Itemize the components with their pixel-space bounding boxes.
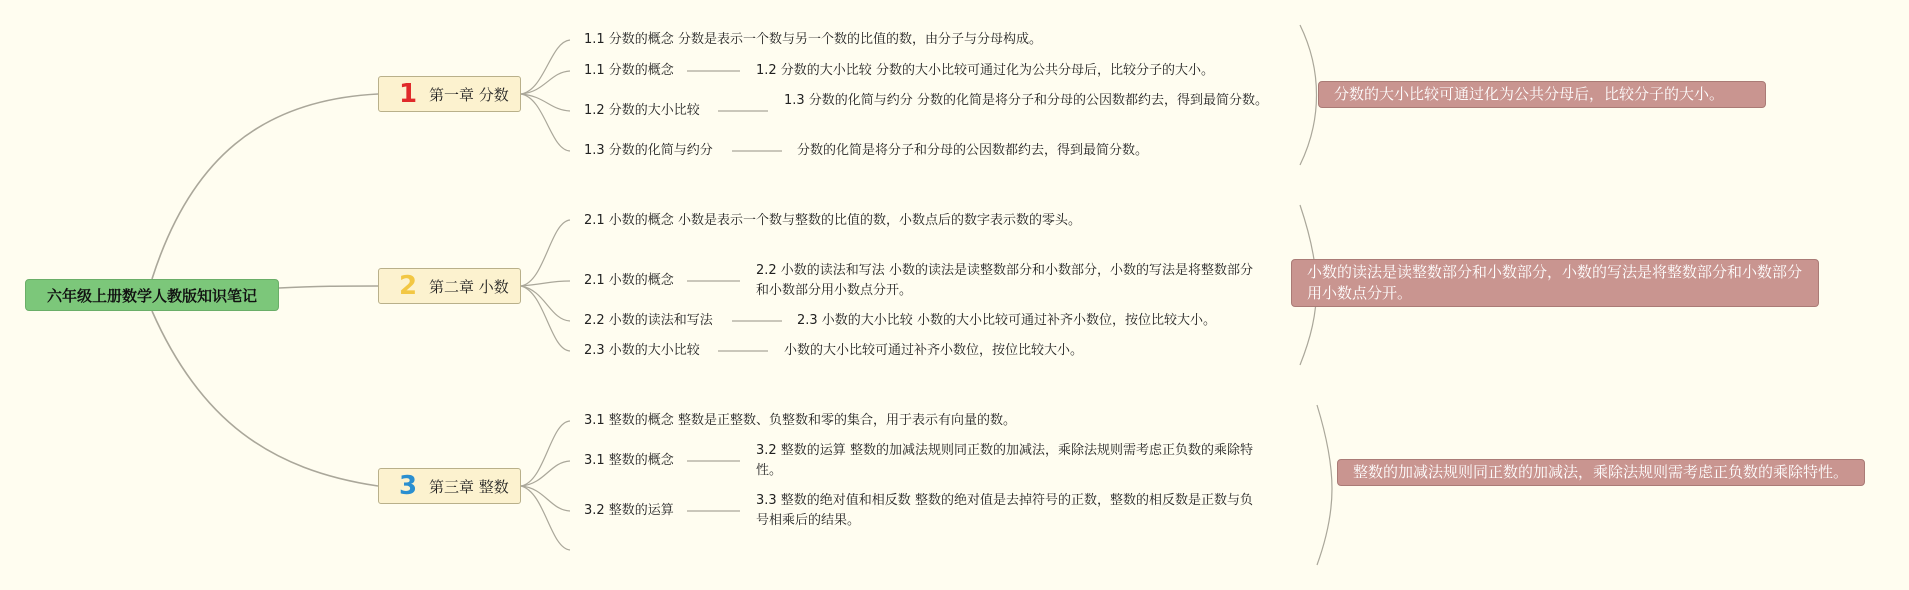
topic-node[interactable]: 2.3 小数的大小比较 <box>584 343 700 358</box>
chapter-1-node[interactable] <box>378 76 521 112</box>
topic-node[interactable]: 1.1 分数的概念 <box>584 63 674 78</box>
root-node[interactable]: 六年级上册数学人教版知识笔记 <box>25 279 279 311</box>
detail-node[interactable]: 3.2 整数的运算 整数的加减法规则同正数的加减法，乘除法规则需考虑正负数的乘除特性。 <box>756 443 1253 478</box>
detail-node[interactable]: 3.3 整数的绝对值和相反数 整数的绝对值是去掉符号的正数，整数的相反数是正数与负号相乘后的结果。 <box>756 493 1253 528</box>
connector-root-ch2 <box>279 286 378 288</box>
topic-node[interactable]: 3.2 整数的运算 <box>584 503 674 518</box>
chapter-3-node[interactable] <box>378 468 521 504</box>
connector-root-ch3 <box>152 311 378 486</box>
chapter-title: 第一章 分数 <box>429 85 509 104</box>
topic-node[interactable]: 1.1 分数的概念 分数是表示一个数与另一个数的比值的数，由分子与分母构成。 <box>584 32 1042 47</box>
detail-node[interactable]: 1.2 分数的大小比较 分数的大小比较可通过化为公共分母后，比较分子的大小。 <box>756 63 1214 78</box>
detail-node[interactable]: 2.2 小数的读法和写法 小数的读法是读整数部分和小数部分，小数的写法是将整数部分和小数部分用小数点分开。 <box>756 263 1253 298</box>
chapter-title: 第二章 小数 <box>429 277 509 296</box>
topic-node[interactable]: 2.1 小数的概念 <box>584 273 674 288</box>
summary-node[interactable]: 整数的加减法规则同正数的加减法，乘除法规则需考虑正负数的乘除特性。 <box>1337 459 1865 486</box>
detail-node[interactable]: 2.3 小数的大小比较 小数的大小比较可通过补齐小数位，按位比较大小。 <box>797 313 1216 328</box>
summary-node[interactable]: 小数的读法是读整数部分和小数部分，小数的写法是将整数部分和小数部分用小数点分开。 <box>1291 259 1819 307</box>
number-1-icon: 1 <box>398 79 418 109</box>
topic-node[interactable]: 3.1 整数的概念 <box>584 453 674 468</box>
detail-node[interactable]: 1.3 分数的化简与约分 分数的化简是将分子和分母的公因数都约去，得到最简分数。 <box>784 93 1268 108</box>
topic-node[interactable]: 1.2 分数的大小比较 <box>584 103 700 118</box>
number-2-icon: 2 <box>398 271 418 301</box>
number-3-icon: 3 <box>398 471 418 501</box>
summary-node[interactable]: 分数的大小比较可通过化为公共分母后，比较分子的大小。 <box>1318 81 1766 108</box>
connector-root-ch1 <box>152 94 378 279</box>
topic-node[interactable]: 3.1 整数的概念 整数是正整数、负整数和零的集合，用于表示有向量的数。 <box>584 413 1016 428</box>
chapter-2-node[interactable] <box>378 268 521 304</box>
detail-node[interactable]: 小数的大小比较可通过补齐小数位，按位比较大小。 <box>784 343 1084 358</box>
topic-node[interactable]: 1.3 分数的化简与约分 <box>584 143 713 158</box>
topic-node[interactable]: 2.1 小数的概念 小数是表示一个数与整数的比值的数，小数点后的数字表示数的零头。 <box>584 213 1081 228</box>
chapter-title: 第三章 整数 <box>429 477 509 496</box>
detail-node[interactable]: 分数的化简是将分子和分母的公因数都约去，得到最简分数。 <box>797 143 1149 158</box>
topic-node[interactable]: 2.2 小数的读法和写法 <box>584 313 713 328</box>
